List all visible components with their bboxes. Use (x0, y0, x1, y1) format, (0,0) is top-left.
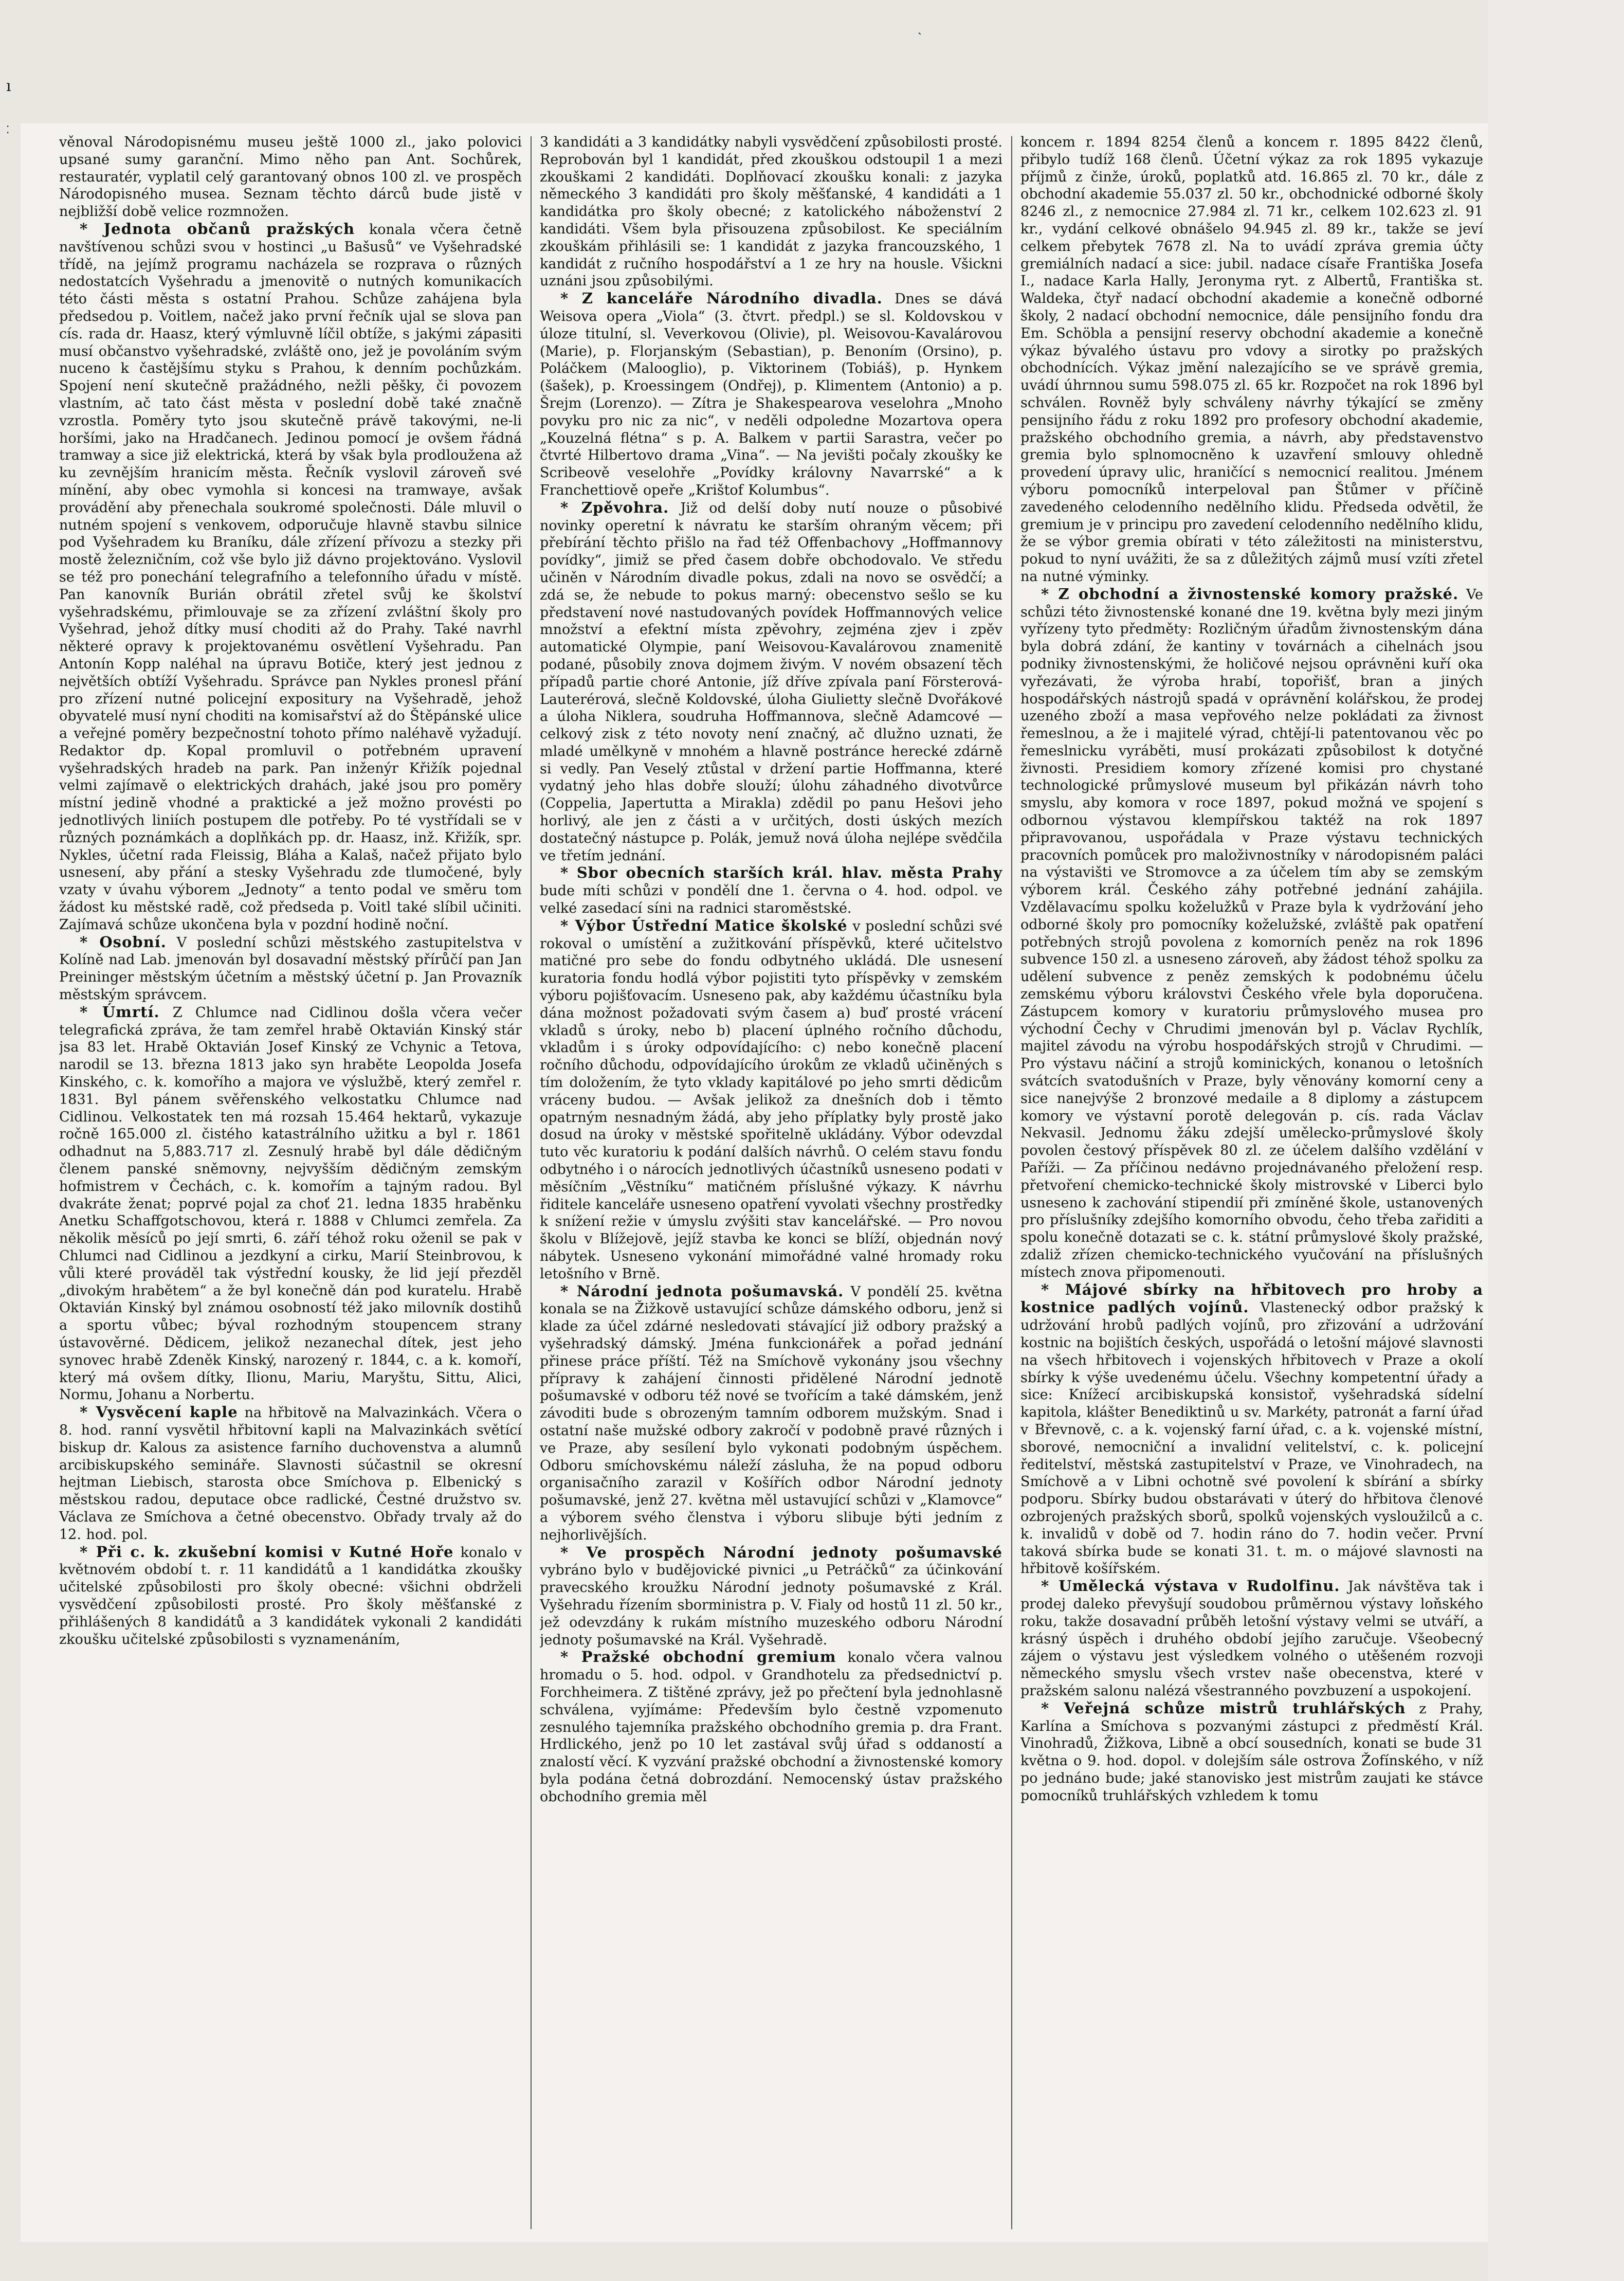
article-paragraph (1020, 134, 1483, 586)
article-text: koncem r. 1894 8254 členů a koncem r. 1895 8422 členů, přibylo tudíž 168 členů. Účetní výkaz za rok 1895 vykazuje příjmů z činže, úroků, poplatků atd. 16.865 zl. 70 kr., dále z obchodní akademie 55.037 zl. 50 kr., obchodnické odborné školy 8246 zl., z nemocnice 27.984 zl. 71 kr., celkem 102.623 zl. 91 kr., vydání celkové obnášelo 94.945 zl. 89 kr., takže se jeví celkem přebytek 7678 zl. Na to uvádí zpráva gremia účty gremiálních nadací a sice: jubil. nadace císaře Františka Josefa I., nadace Karla Hally, Jeronyma ryt. z Albertů, Františka st. Waldeka, čtyř nadací obchodní akademie a konečně odborné školy, 2 nadací obchodní nemocnice, dále pensijního fondu dra Em. Schöbla a pensijní reservy obchodní akademie a konečně výkaz bývalého ústavu pro vdovy a sirotky po pražských obchodnících. Výkaz jmění nalezajícího se ve správě gremia, uvádí úhrnnou sumu 598.075 zl. 65 kr. Rozpočet na rok 1896 byl schválen. Rovněž byly schváleny návrhy týkající se změny pensijního řádu z roku 1892 pro profesory obchodní akademie, pražského obchodního gremia, a návrh, aby představenstvo gremia bylo splnomocněno k uzavření smlouvy ohledně provedení úpravy ulic, hraničící s nemocnicí realitou. Jménem výboru pomocníků interpeloval pan Štůmer v příčině zavedeného celodenního nedělního klidu. Předseda odvětil, že gremium je v principu pro zavedení celodenního nedělního klidu, že se výbor gremia obírati v této záležitosti na ministerstvu, pokud to nyní uvážiti, že sa z důležitých zájmů musí vzíti zřetel na nutné výminky. (1020, 134, 1483, 585)
article-paragraph (59, 934, 522, 1004)
article-paragraph (1020, 1578, 1483, 1700)
article-text: V poslední schůzi městského zastupitelstva v Kolíně nad Lab. jmenován byl dosavadní městský přírůčí pan Jan Preininger městským účetním a městský účetní p. Jan Provazník městským správcem. (59, 934, 522, 1003)
article-text: Dnes se dává Weisova opera „Viola“ (3. čtvrt. předpl.) se sl. Koldovskou v úloze titulní, sl. Veverkovou (Olivie), pl. Weisovou-Kavalárovou (Marie), p. Florjanským (Sebastian), p. Benoním (Orsino), p. Poláčkem (Malooglio), p. Viktorinem (Tobiáš), p. Hynkem (šašek), p. Kroessingem (Ondřej), p. Klimentem (Antonio) a p. Šrejm (Lorenzo). — Zítra je Shakespearova veselohra „Mnoho povyku pro nic za nic“, v neděli odpoledne Mozartova opera „Kouzelná flétna“ s p. A. Balkem v partii Sarastra, večer po čtvrté Hilbertovo drama „Vina“. — Na jevišti počaly zkoušky ke Scribeově veselohře „Povídky královny Navarrské“ a k Franchettiově opeře „Krištof Kolumbus“. (540, 291, 1002, 498)
article-paragraph (59, 1544, 522, 1649)
margin-mark: ı (6, 77, 11, 95)
article-heading: * Při c. k. zkušební komisi v Kutné Hoře (80, 1543, 454, 1561)
article-heading: * Z kanceláře Národního divadla. (560, 289, 883, 307)
article-paragraph (59, 1004, 522, 1404)
article-text: věnoval Národopisnému museu ještě 1000 zl., jako polovici upsané sumy garanční. Mimo něho pan Ant. Sochůrek, restauratér, vyplatil celý garantovaný obnos 100 zl. ve prospěch Národopisného musea. Seznam těchto dárců bude jistě v nejbližší době velice rozmnožen. (59, 134, 522, 220)
column-1 (59, 134, 522, 1648)
article-heading: * Národní jednota pošumavská. (560, 1282, 844, 1300)
article-paragraph (540, 1649, 1002, 1805)
article-heading: * Veřejná schůze mistrů truhlářských (1041, 1699, 1406, 1717)
article-text: konala včera četně navštívenou schůzi svou v hostinci „u Bašusů“ ve Vyšehradské třídě, na jejímž programu nacházela se rozprava o různých nedostatcích Vyšehradu a jmenovitě o nutných komunikacích této části města s ostatní Prahou. Schůze zahájena byla předsedou p. Voitlem, načež jako první řečník ujal se slova pan cís. rada dr. Haasz, který výmluvně líčil obtíže, s jakými zápasiti musí občanstvo vyšehradské, zvláště ono, jež je povoláním svým nuceno k častějšímu styku s Prahou, k denním pochůzkám. Spojení není skutečně pražádného, nežli pěšky, či povozem vlastním, ač tato část města v poslední době také značně vzrostla. Poměry tyto jsou skutečně právě takovými, ne-li horšími, jako na Hradčanech. Jedinou pomocí je ovšem řádná tramway a sice již elektrická, která by však byla prodloužena až ku zevnějším hranicím města. Řečník vyslovil zároveň své mínění, aby obec vymohla si koncesi na tramwaye, avšak provádění aby přenechala soukromé společnosti. Dále mluvil o nutném spojení s venkovem, odporučuje hlavně stavbu silnice pod Vyšehradem ku Braníku, dále zřízení přívozu a stezky při mostě železničním, což vše bylo již dávno projektováno. Vyslovil se též pro ponechání telegrafního a telefonního úřadu v místě. Pan kanovník Burián obrátil zřetel svůj ke školství vyšehradskému, přimlouvaje se za zřízení zvláštní školy pro Vyšehrad, jehož dítky musí choditi až do Prahy. Také navrhl některé opravy k projektovanému osvětlení Vyšehradu. Pan Antonín Kopp naléhal na úpravu Botiče, který jest jednou z největších obtíží Vyšehradu. Správce pan Nykles pronesl přání pro zřízení nutné policejní expositury na Vyšehradě, jehož obyvatelé musí nyní choditi na komisařství až do Štěpánské ulice a veřejné poměry bezpečnostní tohoto přímo naléhavě vyžadují. Redaktor dp. Kopal promluvil o potřebném upravení vyšehradských hradeb na park. Pan inženýr Křižík pojednal velmi zajímavě o elektrických drahách, jaké jsou pro poměry místní jedině vhodné a praktické a jež možno provésti po jednotlivých liniích postupem dle potřeby. Po té vystřídali se v různých poznámkách a doplňkách pp. dr. Haasz, inž. Křižík, spr. Nykles, účetní rada Fleissig, Bláha a Kalaš, načež přijato bylo usnesení, aby přání a stesky Vyšehradu zde tlumočené, byly vzaty v úvahu výborem „Jednoty“ a tento podal ve směru tom žádost ku městské radě, což předseda p. Voitl také slíbil učiniti. Zajímavá schůze ukončena byla v pozdní hodině noční. (59, 221, 522, 933)
article-text: Ve schůzi této živnostenské konané dne 19. května byly mezi jiným vyřízeny tyto předměty: Rozličným úřadům živnostenským dána byla dobrá zdání, že kantiny v továrnách a cihelnách jsou podniky živnostenskými, že holičové nejsou oprávněni kuří oka vyřezávati, že výroba hrabí, topořišť, bran a jiných hospodářských nástrojů spadá v oprávnění kolářskou, že prodej uzeného zboží a masa vepřového nelze pokládati za živnost řemeslnou, a že i majitelé výrad, chtějí-li patentovanou věc po řemeslnicku vyráběti, musí prokázati způsobilost k dotyčné živnosti. Presidiem komory zřízené komisi pro chystané technologické průmyslové museum byl přikázán návrh toho smyslu, aby komora v roce 1897, pokud možná ve spojení s odbornou výstavou klempířskou taktéž na rok 1897 připravovanou, uspořádala v Praze výstavu technických pracovních pomůcek pro maloživnostníky v národopisném paláci na výstavišti ve Stromovce a za účelem tím aby se zemským výborem král. Českého záhy potřebné jednání zahájila. Vzdělavacímu spolku koželužků v Praze byla k vydržování jeho odborné školy pro pomocníky koželužské, zvláště pak opatření potřebných strojů povolena z komorních peněz na rok 1896 subvence 150 zl. a usneseno zároveň, aby žádost téhož spolku za udělení subvence z peněz zemských k podobnému účelu zemskému výboru královstvi Českého vřele byla doporučena. Zástupcem komory v kuratoriu průmyslového musea pro východní Čechy v Chrudimi jmenován byl p. Václav Rychlík, majitel závodu na výrobu hospodářských strojů v Chrudimi. — Pro výstavu náčiní a strojů kominických, konanou o letošních svátcích svatodušních v Praze, byly věnovány komorní ceny a sice nanejvýše 2 bronzové medaile a 8 diplomy a zástupcem komory ve výstavní porotě delegován p. cís. rada Václav Nekvasil. Jednomu žáku zdejší umělecko-průmyslové školy povolen čestový příspěvek 80 zl. ze účelem dalšího vzdělání v Paříži. — Za příčinou nedávno projednávaného přeložení resp. přetvoření chemicko-technické školy mistrovské v Liberci bylo usneseno k zachování stipendií při zmíněné škole, ustanovených pro příslušníky zdejšího komorního obvodu, čeho třeba zařiditi a spolu konečně dotazati se c. k. státní průmyslové školy pražské, zdaliž zřízen chemicko-technického vyučování na příslušných místech znova připomenouti. (1020, 586, 1483, 1280)
article-heading: * Výbor Ústřední Matice školské (560, 916, 848, 934)
article-heading: * Májové sbírky na hřbitovech pro hroby a kostnice padlých vojínů. (1020, 1280, 1483, 1316)
article-text: z Prahy, Karlína a Smíchova s pozvanými zástupci z předměstí Král. Vinohradů, Žižkova, Libně a obcí sousedních, konati se bude 31 května o 9. hod. dopol. v dolejším sále ostrova Žofínského, v níž po jednáno bude; jaké stanovisko jest mistrům zaujati ke stávce pomocníků truhlářských vzhledem k tomu (1020, 1700, 1483, 1804)
column-3 (1020, 134, 1483, 1805)
article-paragraph (540, 1544, 1002, 1649)
article-heading: * Úmrtí. (80, 1003, 160, 1021)
article-text: Z Chlumce nad Cidlinou došla včera večer telegrafická zpráva, že tam zemřel hrabě Oktavián Kinský stár jsa 83 let. Hrabě Oktavián Josef Kinský ze Vchynic a Tetova, narodil se 13. března 1813 jako syn hraběte Leopolda Josefa Kinského, c. k. komořího a majora ve výslužbě, který zemřel r. 1831. Byl pánem svěřenského velkostatku Chlumce nad Cidlinou. Velkostatek ten má rozsah 15.464 hektarů, vykazuje ročně 165.000 zl. čistého katastrálního užitku a byl r. 1861 odhadnut na 5,883.717 zl. Zesnulý hrabě byl dále dědičným členem panské sněmovny, nejvyšším dědičným zemským hofmistrem v Čechách, c. k. komořím a tajným radou. Byl dvakráte ženat; poprvé pojal za choť 21. ledna 1835 hraběnku Anetku Schaffgotschovou, která r. 1888 v Chlumci zemřela. Za několik měsíců po její smrti, 6. září téhož roku oženil se pak v Chlumci nad Cidlinou a jezdkyní a cirku, Marií Steinbrovou, k vůli které prováděl tak výstřední kousky, že lid její přezděl „divokým hrabětem“ a že byl konečně dán pod kuratelu. Hrabě Oktavián Kinský byl známou osobností též jako milovník dostihů a sportu vůbec; býval rozhodným stoupencem strany ústavověrné. Dědicem, jelikož nezanechal dítek, jest jeho synovec hrabě Zdeněk Kinský, narozený r. 1844, c. a k. komoří, který má ovšem dítky, Ilionu, Mariu, Maryštu, Sittu, Alici, Normu, Johanu a Norbertu. (59, 1004, 522, 1403)
article-heading: * Ve prospěch Národní jednoty pošumavské (560, 1543, 1002, 1561)
article-paragraph (540, 1283, 1002, 1544)
column-rule (1011, 136, 1012, 2229)
article-paragraph (540, 864, 1002, 917)
article-heading: * Vysvěcení kaple (80, 1403, 238, 1421)
article-heading: * Jednota občanů pražských (80, 220, 355, 238)
article-text: Jak návštěva tak i prodej daleko převyšují soudobou průměrnou výstavy loňského roku, takže dosavadní průběh letošní výstavy velmi se utváří, a krásný úspěch i druhého období jejího zaručuje. Všeobecný zájem o výstavu jest výsledkem volného o utěšeném rozvoji německého smyslu všech vrstev naše obecenstva, které v pražském salonu nalézá všestranného povzbuzení a uspokojení. (1020, 1579, 1483, 1699)
article-paragraph (59, 1404, 522, 1543)
article-text: bude míti schůzi v pondělí dne 1. června o 4. hod. odpol. ve velké zasedací síni na radnici staroměstské. (540, 883, 1002, 917)
article-paragraph (59, 221, 522, 934)
article-text: Vlastenecký odbor pražský k udržování hrobů padlých vojínů, pro zřizování a udržování kostnic na bojištích českých, uspořádá o letošní májové slavnosti na všech hřbitovech i vojenských hřbitovech v Praze a okolí sbírky k výše uvedenému účelu. Všechny kompetentní úřady a sice: Knížecí arcibiskupská konsistoř, vyšehradská sídelní kapitola, klášter Benediktinů u sv. Markéty, patronát a farní úřad v Břevnově, c. a k. vojenský farní úřad, c. a k. vojenské místní, sborové, nemocniční a invalidní velitelství, c. k. policejní ředitelství, městská zastupitelství v Praze, ve Vinohradech, na Smíchově a v Libni ochotně své povolení k sbírání a sbírky podporu. Sbírky budou obstarávati v úterý do hřbitova členové ozbrojených pražských sborů, spolků vojenských vysloužilců a c. k. invalidů v době od 7. hodin ráno do 7. hodin večer. První taková sbírka bude se konati 31. t. m. o májové slavnosti na hřbitově košířském. (1020, 1300, 1483, 1577)
article-paragraph (1020, 1700, 1483, 1805)
article-paragraph (1020, 586, 1483, 1281)
column-2 (540, 134, 1002, 1806)
article-paragraph (1020, 1281, 1483, 1578)
article-text: v poslední schůzi své rokoval o umístění a zužitkování příspěvků, které učitelstvo matičné pro sebe do fondu odbytného ukládá. Dle usnesení kuratoria fondu hodlá výbor pojistiti tyto příspěvky v zemském výboru pojišťovacím. Usneseno pak, aby každému účastníku byla dána možnost požadovati svým časem a) buď prosté vrácení vkladů s úroky, nebo b) placení úplného ročního důchodu, vkladům i s úroky odpovídajícího: c) nebo konečně placení ročního důchodu, odpovídajícího úrokům ze vkladů učiněných s tím doložením, že tyto vklady kapitálové po jeho smrti dědicům vráceny budou. — Avšak jelikož za dnešních dob i těmto opatrným nesnadným žádá, aby jeho příplatky byly prostě jako dosud na úroky v městské spořitelně ukládány. Výbor odevzdal tuto věc kuratoriu k podání dalších návrhů. O celém stavu fondu odbytného i o nárocích jednotlivých účastníků usneseno podati v měsíčním „Věstníku“ matičném příslušné výkazy. K návrhu řiditele kanceláře usneseno opatření vyvolati všechny prostředky k snížení režie v úmyslu zvýšiti stav kancelářské. — Pro novou školu v Blížejově, jejíž stavba ke konci se blíží, objednán nový nábytek. Usneseno vykonání mimořádné valné hromady roku letošního v Brně. (540, 918, 1002, 1282)
page-margin-right (1488, 0, 1624, 2281)
article-text: na hřbitově na Malvazinkách. Včera o 8. hod. ranní vysvětil hřbitovní kapli na Malvazinkách světící biskup dr. Kalous za asistence farního duchovenstva a alumnů arcibiskupského semináře. Slavnosti súčastnil se okresní hejtman Liebisch, starosta obce Smíchova p. Elbenický s městskou radou, deputace obce radlické, Čestné družstvo sv. Václava ze Smíchova a četné obecenstvo. Obřady trvaly až do 12. hod. pol. (59, 1405, 522, 1543)
article-heading: * Umělecká výstava v Rudolfinu. (1041, 1577, 1340, 1595)
article-heading: * Osobní. (80, 933, 167, 951)
article-text: Již od delší doby nutí nouze o působivé novinky operetní k návratu ke starším ohraným věcem; při přebírání těchto přišlo na řad též Offenbachovy „Hoffmannovy povídky“, jimiž se před časem dobře obchodovalo. Ve středu učiněn v Národním divadle pokus, zdali na novo se osvědčí; a zdá se, že nebude to pokus marný: obecenstvo sešlo se ku představení nové nastudovaných povídek Hoffmannových velice množství a efektní místa zpěvohry, zejména zjev i zpěv automatické Olympie, paní Weisovou-Kavalárovou znamenitě podané, působily znova dojmem živým. V novém obsazení těch případů partie choré Antonie, jíž dříve zpívala paní Försterová-Lauterérová, slečně Koldovské, úloha Giulietty slečně Dvořákové a úloha Niklera, soudruha Hoffmannova, slečně Adamcové — celkový zisk z této novoty není značný, ač dlužno uznati, že mladé umělkyně v mnohém a hlavně postránce herecké zdárně si vedly. Pan Veselý ztůstal v držení partie Hoffmanna, které vydatný jeho hlas dobře slouží; úlohu záhadného divotvůrce (Coppelia, Japertutta a Mirakla) zdědil po panu Hešovi jeho horlivý, ale jen z části a v určitých, dosti úských mezích dostatečný nástupce p. Polák, jemuž nová úloha nejlépe svědčila ve třetím jednání. (540, 500, 1002, 864)
article-text: konalo včera valnou hromadu o 5. hod. odpol. v Grandhotelu za předsednictví p. Forchheimera. Z tištěné zprávy, jež po přečtení byla jednohlasně schválena, vyjímáme: Především bylo čestně vzpomenuto zesnulého tajemníka pražského obchodního gremia p. dra Frant. Hrdlického, jenž po 10 let zastával svůj úřad s oddaností a znalostí věcí. K vyzvání pražské obchodní a živnostenské komory byla podána četná dobrozdání. Nemocenský ústav pražského obchodního gremia měl (540, 1650, 1002, 1805)
article-text: vybráno bylo v budějovické pivnici „u Petráčků“ za účinkování pravecského kroužku Národní jednoty pošumavské z Král. Vyšehradu řízením sborministra p. V. Fialy od hostů 11 zl. 50 kr., jež odevzdány k rukám místního muzeského odboru Národní jednoty pošumavské na Král. Vyšehradě. (540, 1562, 1002, 1648)
article-paragraph (540, 499, 1002, 865)
margin-mark: ⁚ (6, 123, 10, 136)
article-paragraph (540, 134, 1002, 290)
article-heading: * Zpěvohra. (560, 498, 669, 516)
article-text: konalo v květnovém období t. r. 11 kandidátů a 1 kandidátka zkoušky učitelské způsobilosti pro školy obecné: všichni obdrželi vysvědčení způsobilosti prosté. Pro školy měšťanské z přihlášených 8 kandidátů a 3 kandidátek vykonali 2 kandidáti zkoušku učitelské způsobilosti s vyznamenáním, (59, 1544, 522, 1648)
margin-mark: ˏ (918, 21, 922, 35)
article-text: V pondělí 25. května konala se na Žižkově ustavující schůze dámského odboru, jenž si klade za účel zdárné nesledovati stávající již odbory pražský a vyšehradský dámský. Jména funkcionářek a pořad jednání přinese práce příští. Též na Smíchově vykonány jsou všechny přípravy k zahájení činnosti přidělené Národní jednotě pošumavské v odboru též nové se tvořícím a také dámském, jenž závoditi bude s obrozeným tamním odborem mužským. Snad i ostatní naše mužské odbory zakročí v podobně pravé různých i ve Praze, aby sesílení bylo vykonati podobným úspěchem. Odboru smíchovskému náleží zásluha, že na popud odboru organisačního zarazil v Košířích odbor Národní jednoty pošumavské, jenž 27. května měl ustavující schůzi v „Klamovce“ a výborem svého členstva i výboru slibuje býti jedním z nejhorlivějších. (540, 1283, 1002, 1543)
article-paragraph (540, 290, 1002, 499)
article-heading: * Pražské obchodní gremium (560, 1648, 836, 1666)
column-rule (531, 136, 532, 2229)
article-paragraph (59, 134, 522, 221)
article-heading: * Sbor obecních starších král. hlav. města Prahy (560, 864, 1002, 882)
newspaper-page (21, 123, 1488, 2242)
article-paragraph (540, 917, 1002, 1283)
article-text: 3 kandidáti a 3 kandidátky nabyli vysvědčení způsobilosti prosté. Reprobován byl 1 kandidát, před zkouškou odstoupil 1 a mezi zkouškami 2 kandidáti. Doplňovací zkoušku konali: z jazyka německého 3 kandidáti pro školy měšťanské, 4 kandidáti a 1 kandidátka pro školy obecné; z katolického náboženství 2 kandidáti. Všem byla přisouzena způsobilost. Ke speciálním zkouškám přihlásili se: 1 kandidát z jazyka francouzského, 1 kandidát z ručního hospodářství a 1 ze hry na housle. Všickni uznáni jsou způsobilými. (540, 134, 1002, 289)
article-heading: * Z obchodní a živnostenské komory pražské. (1041, 585, 1459, 603)
